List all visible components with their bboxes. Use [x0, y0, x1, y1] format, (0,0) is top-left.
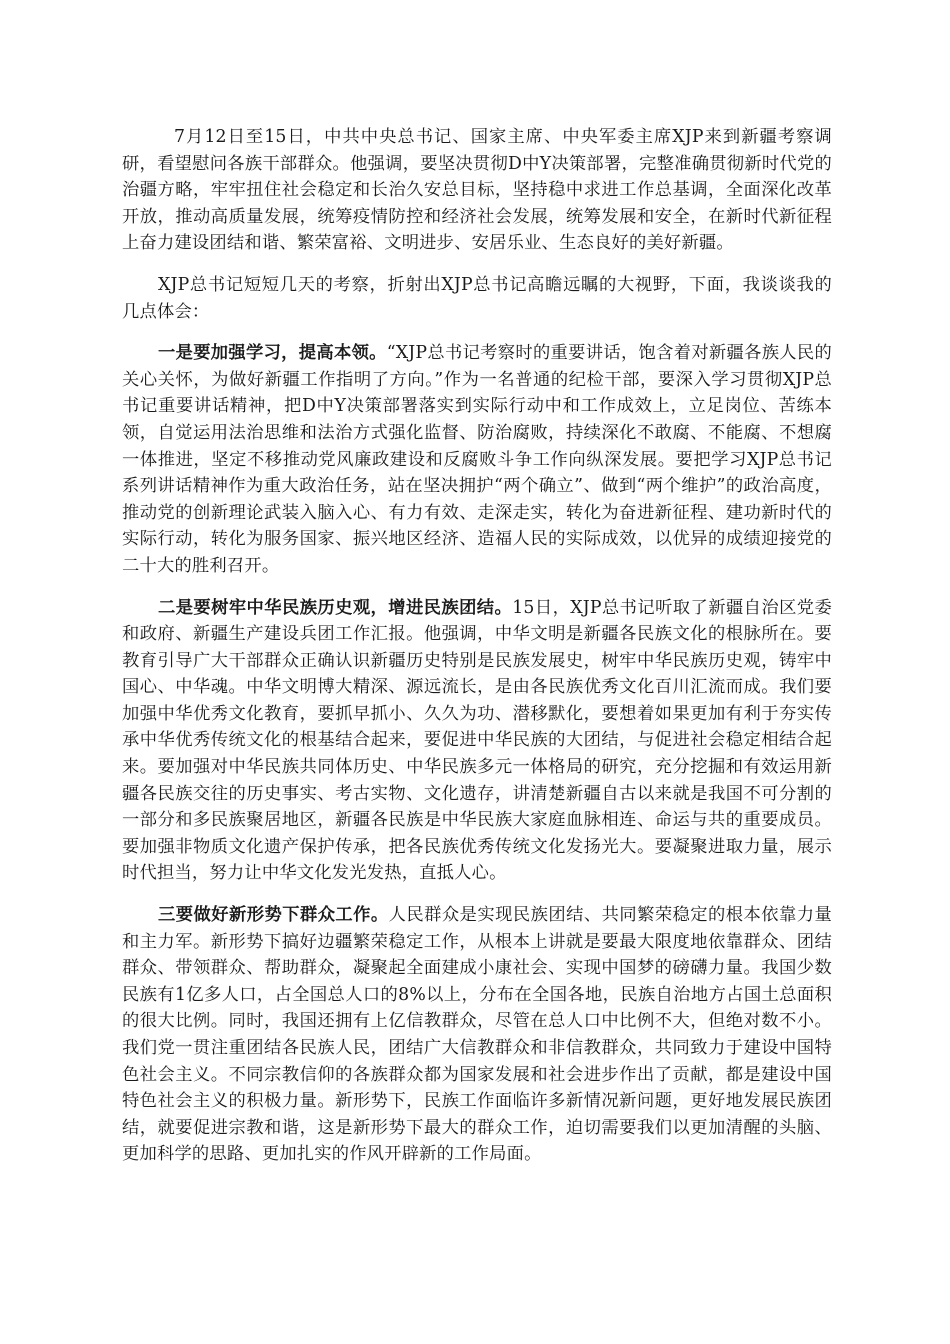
paragraph-text: 15日，XJP总书记听取了新疆自治区党委和政府、新疆生产建设兵团工作汇报。他强调，中华文明是新疆各民族文化的根脉所在。要教育引导广大干部群众正确认识新疆历史特别是民族发展史，树牢中华民族历史观，铸牢中国心、中华魂。中华文明博大精深、源远流长，是由各民族优秀文化百川汇流而成。我们要加强中华优秀文化教育，要抓早抓小、久久为功、潜移默化，要想着如果更加有利于夯实传承中华优秀传统文化的根基结合起来，要促进中华民族的大团结，与促进社会稳定相结合起来。要加强对中华民族共同体历史、中华民族多元一体格局的研究，充分挖掘和有效运用新疆各民族交往的历史事实、考古实物、文化遗存，讲清楚新疆自古以来就是我国不可分割的一部分和多民族聚居地区，新疆各民族是中华民族大家庭血脉相连、命运与共的重要成员。要加强非物质文化遗产保护传承，把各民族优秀传统文化发扬光大。要凝聚进取力量，展示时代担当，努力让中华文化发光发热，直抵人心。	[122, 597, 832, 884]
paragraph-point-two	[122, 595, 832, 888]
paragraph-lead: 一是要加强学习，提高本领。	[158, 343, 387, 364]
paragraph-intro	[122, 124, 832, 257]
paragraph-text: XJP总书记短短几天的考察，折射出XJP总书记高瞻远瞩的大视野，下面，我谈谈我的几点体会：	[122, 274, 832, 322]
paragraph-lead: 二是要树牢中华民族历史观，增进民族团结。	[158, 597, 513, 618]
paragraph-transition	[122, 272, 832, 325]
paragraph-text: 7月12日至15日，中共中央总书记、国家主席、中央军委主席XJP来到新疆考察调研，看望慰问各族干部群众。他强调，要坚决贯彻D中Y决策部署，完整准确贯彻新时代党的治疆方略，牢牢扭住社会稳定和长治久安总目标，坚持稳中求进工作总基调，全面深化改革开放，推动高质量发展，统筹疫情防控和经济社会发展，统筹发展和安全，在新时代新征程上奋力建设团结和谐、繁荣富裕、文明进步、安居乐业、生态良好的美好新疆。	[122, 127, 832, 254]
paragraph-text: “XJP总书记考察时的重要讲话，饱含着对新疆各族人民的关心关怀，为做好新疆工作指明了方向。”作为一名普通的纪检干部，要深入学习贯彻XJP总书记重要讲话精神，把D中Y决策部署落实到实际行动中和工作成效上，立足岗位、苦练本领，自觉运用法治思维和法治方式强化监督、防治腐败，持续深化不敢腐、不能腐、不想腐一体推进，坚定不移推动党风廉政建设和反腐败斗争工作向纵深发展。要把学习XJP总书记系列讲话精神作为重大政治任务，站在坚决拥护“两个确立”、做到“两个维护”的政治高度，推动党的创新理论武装入脑入心、有力有效、走深走实，转化为奋进新征程、建功新时代的实际行动，转化为服务国家、振兴地区经济、造福人民的实际成效，以优异的成绩迎接党的二十大的胜利召开。	[122, 343, 832, 576]
paragraph-text: 人民群众是实现民族团结、共同繁荣稳定的根本依靠力量和主力军。新形势下搞好边疆繁荣稳定工作，从根本上讲就是要最大限度地依靠群众、团结群众、带领群众、帮助群众，凝聚起全面建成小康社会、实现中国梦的磅礴力量。我国少数民族有1亿多人口，占全国总人口的8%以上，分布在全国各地，民族自治地方占国土总面积的很大比例。同时，我国还拥有上亿信教群众，尽管在总人口中比例不大，但绝对数不小。我们党一贯注重团结各民族人民，团结广大信教群众和非信教群众，共同致力于建设中国特色社会主义。不同宗教信仰的各族群众都为国家发展和社会进步作出了贡献，都是建设中国特色社会主义的积极力量。新形势下，民族工作面临许多新情况新问题，更好地发展民族团结，就要促进宗教和谐，这是新形势下最大的群众工作，迫切需要我们以更加清醒的头脑、更加科学的思路、更加扎实的作风开辟新的工作局面。	[122, 905, 832, 1165]
document-body	[122, 124, 832, 1183]
paragraph-point-one	[122, 340, 832, 579]
paragraph-lead: 三要做好新形势下群众工作。	[158, 905, 389, 926]
paragraph-point-three	[122, 902, 832, 1168]
